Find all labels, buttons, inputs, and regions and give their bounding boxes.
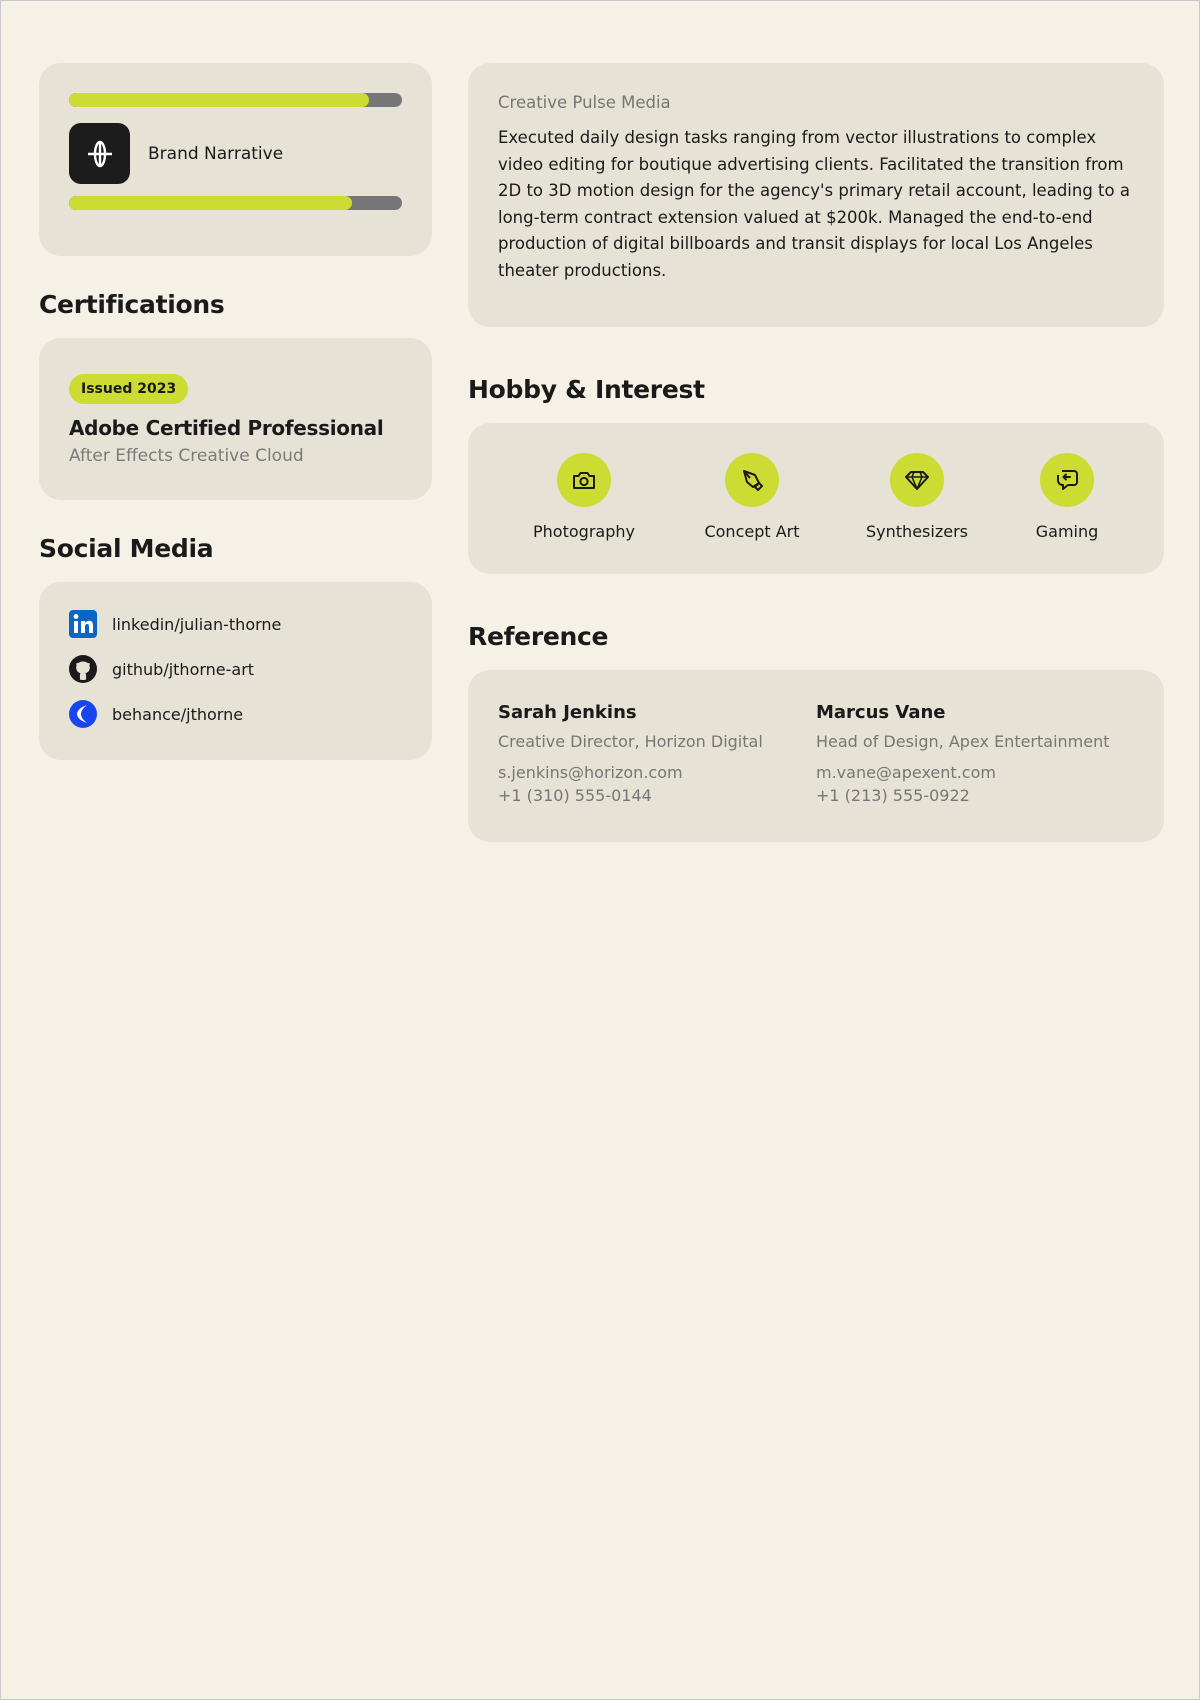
skill-bar-bottom-fill — [69, 196, 352, 210]
skills-card — [39, 63, 432, 256]
social-link-text: behance/jthorne — [112, 704, 244, 724]
brand-narrative-icon — [69, 123, 130, 184]
social-link-text: github/jthorne-art — [112, 659, 255, 679]
skill-label: Brand Narrative — [148, 143, 284, 164]
social-media-heading: Social Media — [39, 534, 214, 563]
hobby-label: Photography — [533, 522, 635, 541]
camera-icon — [557, 453, 611, 507]
diamond-icon — [890, 453, 944, 507]
reference-card — [468, 670, 1164, 842]
skill-item — [69, 123, 402, 184]
hobby-item-gaming — [997, 453, 1137, 541]
left-column — [39, 63, 432, 760]
hobby-item-synthesizers — [847, 453, 987, 541]
social-link-github[interactable] — [69, 655, 402, 683]
reference-item — [816, 702, 1134, 842]
skill-bar-bottom — [69, 196, 402, 210]
right-column — [468, 63, 1164, 842]
hobby-card — [468, 423, 1164, 574]
social-media-card — [39, 582, 432, 760]
hobby-label: Synthesizers — [866, 522, 968, 541]
experience-company: Creative Pulse Media — [498, 93, 671, 112]
pen-tool-icon — [725, 453, 779, 507]
reference-name: Marcus Vane — [816, 702, 946, 723]
reference-email[interactable]: m.vane@apexent.com — [816, 763, 996, 782]
certification-title: Adobe Certified Professional — [69, 416, 384, 440]
reference-phone[interactable]: +1 (310) 555-0144 — [498, 786, 652, 805]
hobby-interest-heading: Hobby & Interest — [468, 375, 705, 404]
reference-email[interactable]: s.jenkins@horizon.com — [498, 763, 683, 782]
certifications-heading: Certifications — [39, 290, 225, 319]
reference-heading: Reference — [468, 622, 609, 651]
issued-badge: Issued 2023 — [69, 374, 188, 404]
social-link-behance[interactable] — [69, 700, 402, 728]
hobby-item-concept-art — [682, 453, 822, 541]
experience-description: Executed daily design tasks ranging from vector illustrations to complex video editing for boutique advertising clients. Facilitated the transition from 2D to 3D motion design for the agency's primary retail account, leading to a long-term contract extension valued at $200k. Managed the end-to-end production of digital billboards and transit displays for local Los Angeles theater productions. — [498, 128, 1130, 280]
chat-return-icon — [1040, 453, 1094, 507]
certification-card — [39, 338, 432, 500]
linkedin-icon — [69, 610, 97, 638]
behance-icon — [69, 700, 97, 728]
hobby-label: Concept Art — [704, 522, 800, 541]
reference-role: Creative Director, Horizon Digital — [498, 732, 763, 751]
reference-role: Head of Design, Apex Entertainment — [816, 732, 1110, 751]
reference-phone[interactable]: +1 (213) 555-0922 — [816, 786, 970, 805]
hobby-item-photography — [514, 453, 654, 541]
reference-item — [498, 702, 816, 842]
reference-name: Sarah Jenkins — [498, 702, 637, 723]
skill-bar-top — [69, 93, 402, 107]
experience-card — [468, 63, 1164, 327]
github-icon — [69, 655, 97, 683]
hobby-label: Gaming — [1035, 522, 1099, 541]
social-link-linkedin[interactable] — [69, 610, 402, 638]
social-link-text: linkedin/julian-thorne — [112, 614, 282, 634]
certification-subtitle: After Effects Creative Cloud — [69, 446, 304, 466]
skill-bar-top-fill — [69, 93, 369, 107]
